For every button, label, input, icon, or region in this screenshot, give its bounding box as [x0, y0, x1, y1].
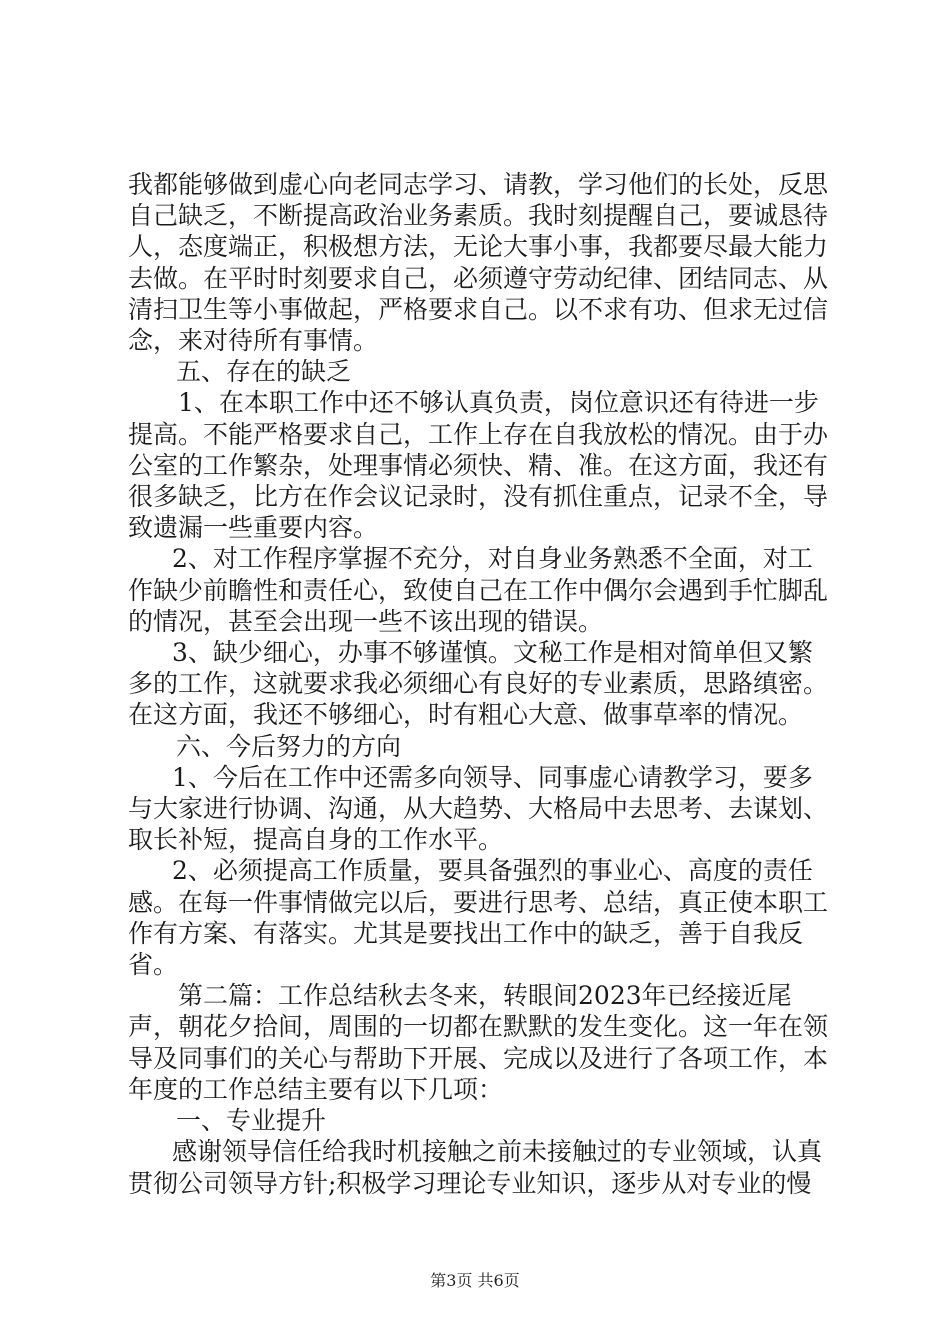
page-number-footer: 第3页 共6页	[430, 1271, 520, 1290]
document-body	[128, 169, 828, 1199]
paragraph: 我都能够做到虚心向老同志学习、请教，学习他们的长处，反思自己缺乏，不断提高政治业务素质。我时刻提醒自己，要诚恳待人，态度端正，积极想方法，无论大事小事，我都要尽最大能力去做。在平时时刻要求自己，必须遵守劳动纪律、团结同志、从清扫卫生等小事做起，严格要求自己。以不求有功、但求无过信念，来对待所有事情。	[128, 170, 829, 356]
paragraph: 1、今后在工作中还需多向领导、同事虚心请教学习，要多与大家进行协调、沟通，从大趋势、大格局中去思考、去谋划、取长补短，提高自身的工作水平。	[128, 762, 829, 855]
paragraph: 1、在本职工作中还不够认真负责，岗位意识还有待进一步提高。不能严格要求自己，工作上存在自我放松的情况。由于办公室的工作繁杂，处理事情必须快、精、准。在这方面，我还有很多缺乏，比方在作会议记录时，没有抓住重点，记录不全，导致遗漏一些重要内容。	[128, 388, 829, 543]
section-heading: 六、今后努力的方向	[176, 731, 402, 761]
paragraph: 2、必须提高工作质量，要具备强烈的事业心、高度的责任感。在每一件事情做完以后，要进行思考、总结，真正使本职工作有方案、有落实。尤其是要找出工作中的缺乏，善于自我反省。	[128, 856, 829, 980]
paragraph: 3、缺少细心，办事不够谨慎。文秘工作是相对简单但又繁多的工作，这就要求我必须细心有良好的专业素质，思路缜密。在这方面，我还不够细心，时有粗心大意、做事草率的情况。	[128, 638, 829, 730]
paragraph: 2、对工作程序掌握不充分，对自身业务熟悉不全面，对工作缺少前瞻性和责任心，致使自己在工作中偶尔会遇到手忙脚乱的情况，甚至会出现一些不该出现的错误。	[128, 544, 829, 636]
section-heading: 一、专业提升	[176, 1106, 327, 1136]
paragraph: 感谢领导信任给我时机接触之前未接触过的专业领域，认真贯彻公司领导方针;积极学习理论专业知识，逐步从对专业的慢	[128, 1137, 823, 1198]
section-heading: 五、存在的缺乏	[176, 357, 352, 387]
paragraph: 第二篇：工作总结秋去冬来，转眼间2023年已经接近尾声，朝花夕拾间，周围的一切都在默默的发生变化。这一年在领导及同事们的关心与帮助下开展、完成以及进行了各项工作，本年度的工作总结主要有以下几项：	[128, 981, 829, 1104]
